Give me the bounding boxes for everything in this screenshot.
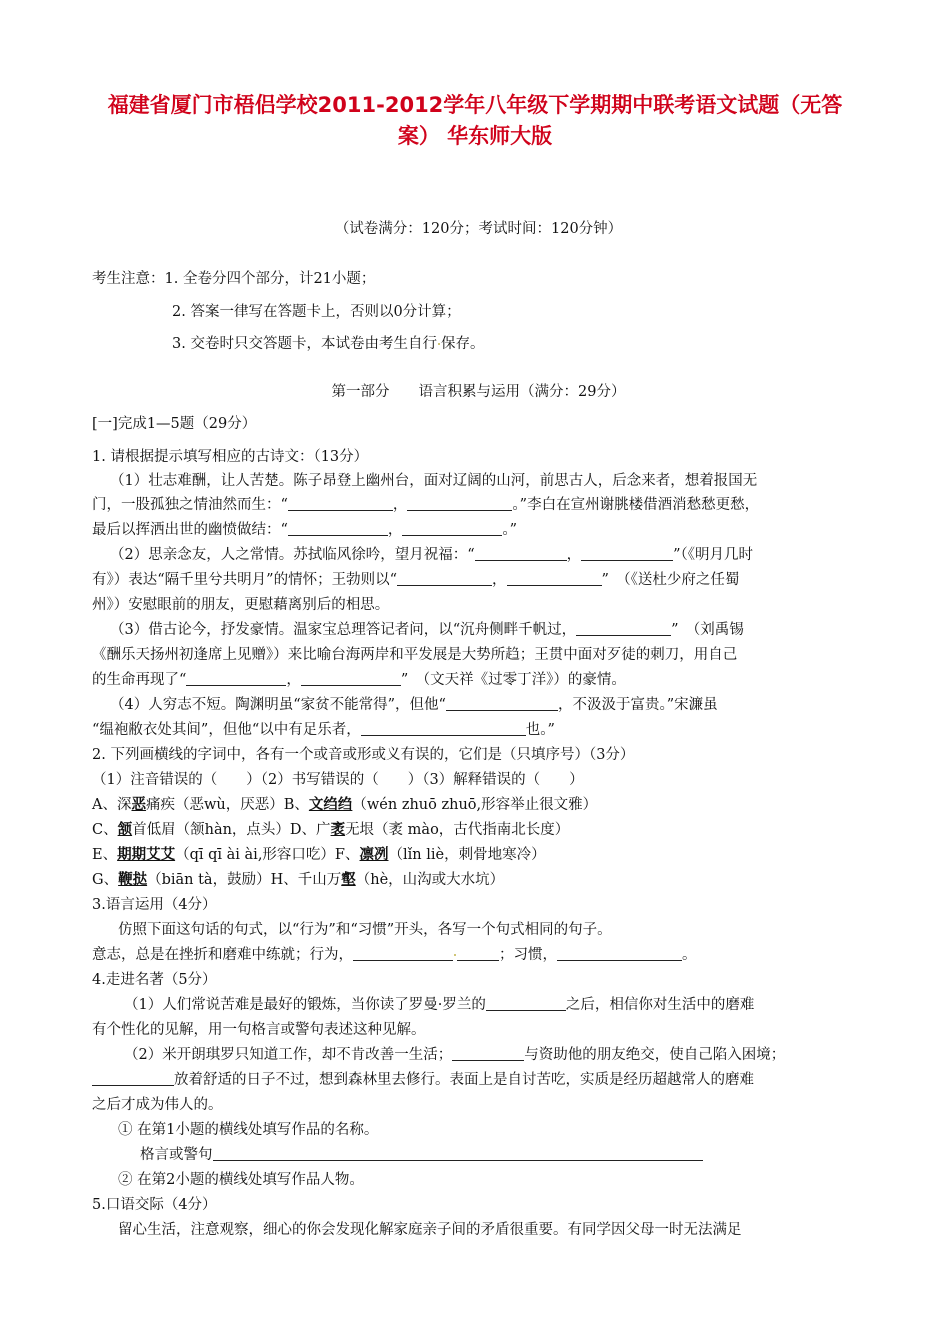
q1-p3-line1: （3）借古论今，抒发豪情。温家宝总理答记者问，以“沉舟侧畔千帆过， ” （刘禹锡 <box>110 622 744 638</box>
q1-p4-line1: （4）人穷志不短。陶渊明虽“家贫不能常得”，但他“ ，不汲汲于富贵。”宋濂虽 <box>110 697 718 713</box>
section-1-heading: [一]完成1—5题（29分） <box>92 416 257 432</box>
q3-instruction: 仿照下面这句话的句式，以“行为”和“习惯”开头，各写一个句式相同的句子。 <box>118 922 612 938</box>
q1-p3-line3: 的生命再现了“ ， ” （文天祥《过零丁洋》）的豪情。 <box>92 672 626 688</box>
q3-heading: 3.语言运用（4分） <box>92 897 217 913</box>
q1-p1-line2: 门，一股孤独之情油然而生：“ ， 。”李白在宣州谢朓楼借酒消愁愁更愁， <box>92 497 760 513</box>
q1-p2-line3: 州》）安慰眼前的朋友，更慰藉离别后的相思。 <box>92 597 390 613</box>
q1-p2-line2: 有》）表达“隔千里兮共明月”的情怀；王勃则以“ ， ” （《送杜少府之任蜀 <box>92 572 740 588</box>
q1-p4-line2: “缊袍敝衣处其间”，但他“以中有足乐者， 也。” <box>92 722 555 738</box>
q2-option-cd: C、颔首低眉（颔hàn，点头）D、广袤无垠（袤 mào，古代指南北长度） <box>92 821 570 838</box>
notice-3: 3. 交卷时只交答题卡，本试卷由考生自行 保存。 <box>172 336 485 352</box>
q4-p2-line1: （2）米开朗琪罗只知道工作，却不肯改善一生活； 与资助他的朋友绝交，使自己陷入困境； <box>124 1047 786 1063</box>
q1-p1-line1: （1）壮志难酬，让人苦楚。陈子昂登上幽州台，面对辽阔的山河，前思古人，后念来者，想着报国无 <box>110 473 758 489</box>
notice-2: 2. 答案一律写在答题卡上，否则以0分计算； <box>172 304 461 320</box>
q4-p1-line1: （1）人们常说苦难是最好的锻炼，当你读了罗曼·罗兰的 之后，相信你对生活中的磨难 <box>124 997 755 1013</box>
part1-header: 第一部分 语言积累与运用（满分：29分） <box>331 384 626 400</box>
q1-p2-line1: （2）思亲念友，人之常情。苏拭临风徐吟，望月祝福：“ ， ”（《明月几时 <box>110 547 754 563</box>
q4-p2-line3: 之后才成为伟人的。 <box>92 1097 223 1113</box>
q4-p1-line2: 有个性化的见解，用一句格言或警句表述这种见解。 <box>92 1022 426 1038</box>
q4-heading: 4.走进名著（5分） <box>92 972 217 988</box>
q2-subquestions: （1）注音错误的（ ）（2）书写错误的（ ）（3）解释错误的（ ） <box>92 772 584 788</box>
q5-line1: 留心生活，注意观察，细心的你会发现化解家庭亲子间的矛盾很重要。有同学因父母一时无法满足 <box>118 1222 742 1238</box>
q4-p2-line2: 放着舒适的日子不过，想到森林里去修行。表面上是自讨苦吃，实质是经历超越常人的磨难 <box>92 1070 865 1090</box>
q1-p1-line3: 最后以挥洒出世的幽愤做结：“ ， 。” <box>92 522 518 538</box>
q2-option-ab: A、深恶痛疾（恶wù，厌恶）B、文绉绉（wén zhuō zhuō,形容举止很文雅） <box>92 796 598 813</box>
q2-option-gh: G、鞭挞（biān tà，鼓励）H、千山万壑（hè，山沟或大水坑） <box>92 871 505 888</box>
title-line-2: 案） 华东师大版 <box>397 124 553 148</box>
q4-instruction-1: ① 在第1小题的横线处填写作品的名称。 <box>118 1122 379 1138</box>
document-title <box>80 90 870 152</box>
title-line-1: 福建省厦门市梧侣学校2011-2012学年八年级下学期期中联考语文试题（无答 <box>107 93 843 117</box>
q2-heading: 2. 下列画横线的字词中，各有一个或音或形或义有误的，它们是（只填序号）（3分） <box>92 747 635 763</box>
q4-motto-line: 格言或警句 <box>140 1145 865 1165</box>
q2-option-ef: E、期期艾艾（qī qī ài ài,形容口吃）F、凛冽（lǐn liè，刺骨地寒冷） <box>92 846 546 863</box>
q4-instruction-2: ② 在第2小题的横线处填写作品人物。 <box>118 1172 364 1188</box>
exam-info: （试卷满分：120分；考试时间：120分钟） <box>334 221 623 237</box>
q5-heading: 5.口语交际（4分） <box>92 1197 217 1213</box>
notice-1: 考生注意：1. 全卷分四个部分，计21小题； <box>92 271 376 287</box>
q3-answer-line: 意志，总是在挫折和磨难中练就；行为， ；习惯， 。 <box>92 947 697 963</box>
q1-p3-line2: 《酬乐天扬州初逢席上见赠》）来比喻台海两岸和平发展是大势所趋；王贯中面对歹徒的刺刀，用自己 <box>92 647 738 663</box>
q1-heading: 1. 请根据提示填写相应的古诗文：（13分） <box>92 449 369 465</box>
